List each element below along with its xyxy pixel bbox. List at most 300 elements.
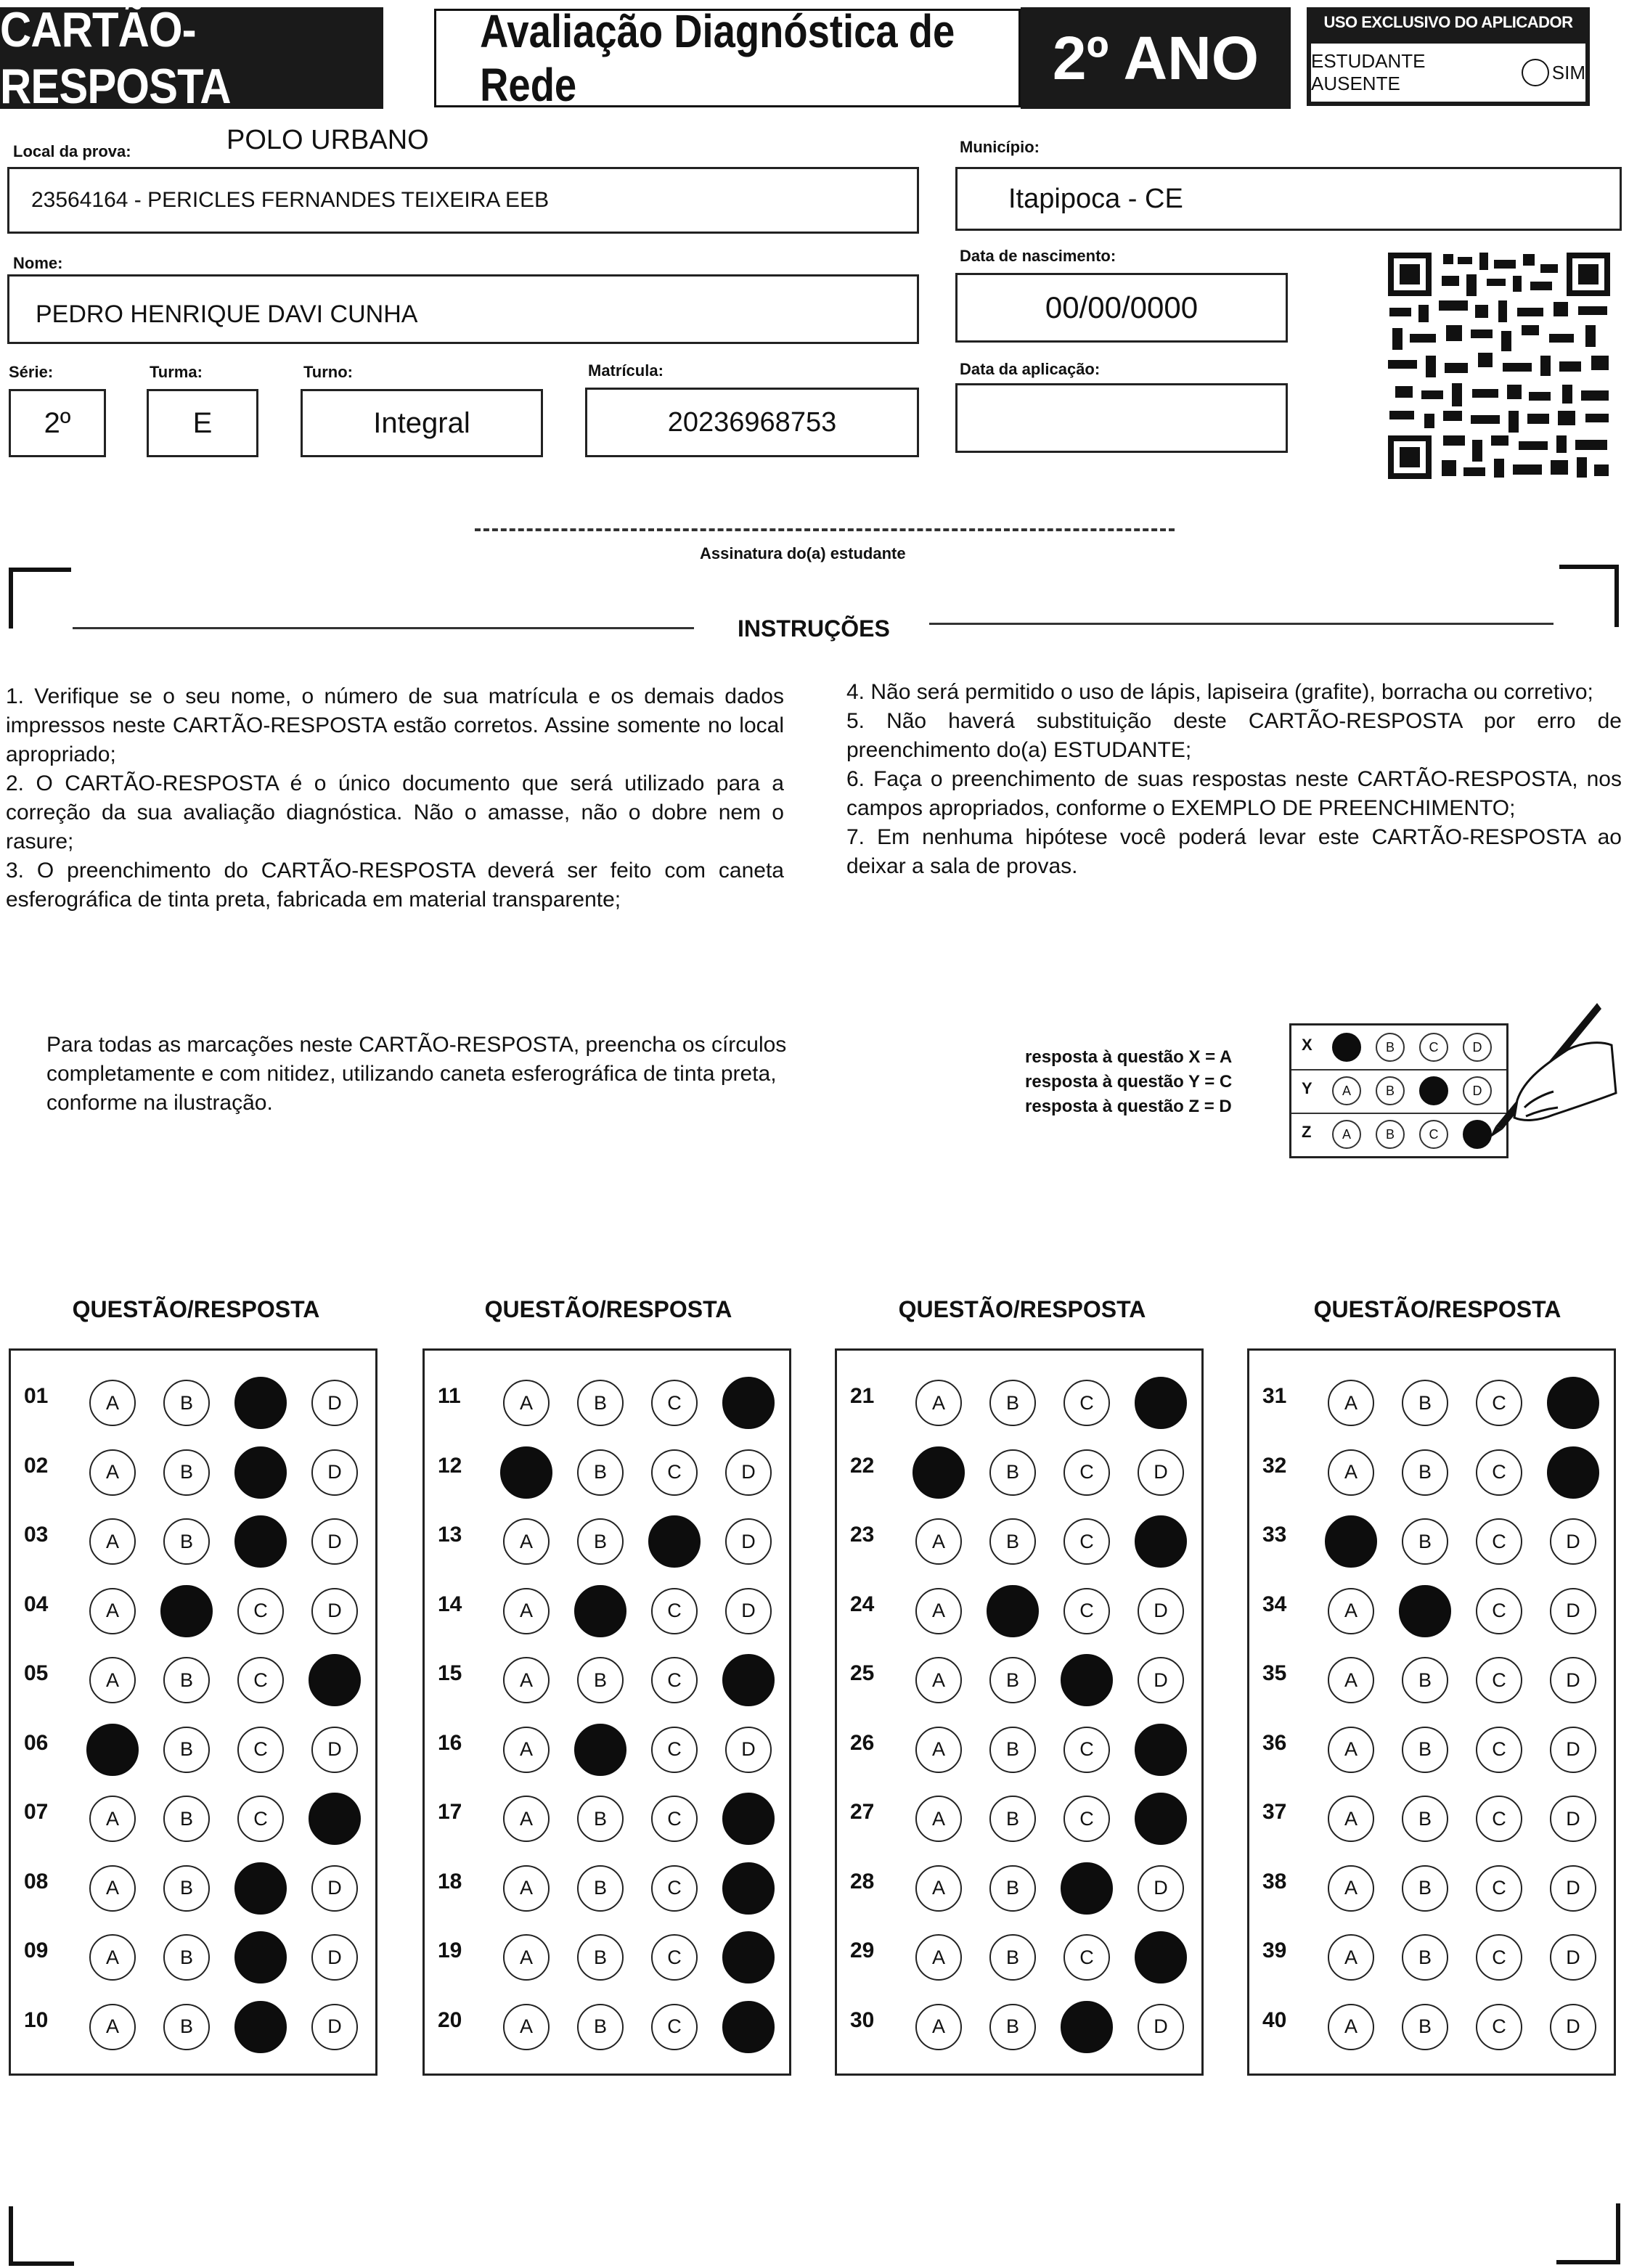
question-number: 18 [438,1869,462,1894]
answer-bubble-d-marked[interactable] [1135,1377,1187,1429]
answer-bubble-c[interactable]: C [237,1796,284,1842]
question-row [425,1920,789,1989]
question-number: 19 [438,1939,462,1962]
answer-bubble-a[interactable]: A [915,1518,962,1565]
question-row [11,1504,375,1573]
answer-bubble-c[interactable]: C [237,1657,284,1703]
answer-bubble-d[interactable]: D [1550,1796,1596,1842]
local-value: POLO URBANO [226,125,429,155]
answer-bubble-d[interactable]: D [725,1727,772,1773]
registration-mark-top-left [9,568,71,629]
question-row [11,1712,375,1782]
answer-bubble-a[interactable]: A [503,1796,550,1842]
answer-bubble-a[interactable]: A [915,1727,962,1773]
enroll-field: 20236968753 [585,388,919,457]
answer-bubble-d[interactable]: D [1138,1588,1184,1634]
answer-bubble-a[interactable]: A [1328,2004,1374,2050]
answer-bubble-b[interactable]: B [989,1865,1036,1912]
answer-bubble-b[interactable]: B [1402,1518,1448,1565]
answer-bubble-d[interactable]: D [311,1380,358,1426]
question-number: 05 [24,1661,49,1685]
question-row [1249,1573,1614,1643]
answer-bubble-d[interactable]: D [311,1727,358,1773]
answer-bubble-d[interactable]: D [1550,2004,1596,2050]
example-legend [1025,1045,1232,1119]
question-row [1249,1435,1614,1505]
series-label: Série: [9,363,54,381]
question-row [1249,1504,1614,1573]
example-bubble-c [1419,1076,1448,1105]
question-number: 10 [24,2007,49,2032]
answer-bubble-c[interactable]: C [651,1380,698,1426]
question-number: 04 [24,1592,49,1616]
answer-bubble-c-marked[interactable] [1061,1654,1113,1706]
answer-bubble-b[interactable]: B [577,1449,624,1496]
series-field: 2º [9,389,106,457]
answer-bubble-c[interactable]: C [1063,1588,1110,1634]
question-row [425,1989,789,2059]
pen-hand-icon [1474,999,1619,1144]
answer-bubble-a[interactable]: A [503,2004,550,2050]
answer-bubble-a[interactable]: A [89,1796,136,1842]
answer-bubble-d-marked[interactable] [722,1793,775,1845]
question-row [11,1781,375,1851]
question-row [11,1920,375,1989]
answer-bubble-d-marked[interactable] [722,1862,775,1915]
answer-bubble-b-marked[interactable] [1399,1585,1451,1637]
question-number: 13 [438,1523,462,1547]
school-field: 23564164 - PERICLES FERNANDES TEIXEIRA EEB [7,167,919,234]
question-row [837,1365,1201,1435]
answer-bubble-c[interactable]: C [1476,1727,1522,1773]
answer-bubble-c[interactable]: C [1063,1796,1110,1842]
example-bubble-d: D [1463,1076,1492,1105]
instructions-right: 4. Não será permitido o uso de lápis, lapiseira (grafite), borracha ou corretivo; 5. Não haverá substituição deste CARTÃO-RESPOSTA por erro de preenchimento do(a) ESTUDANTE; 6. Faça o preenchimento de suas respostas neste CARTÃO-RESPOSTA, nos campos apropriados, conforme o EXEMPLO DE PREENCHIMENTO; 7. Em nenhuma hipótese você poderá levar este CARTÃO-RESPOSTA ao deixar a sala de provas. [846,680,1622,878]
card-title: CARTÃO-RESPOSTA [0,7,383,109]
answer-bubble-b[interactable]: B [989,2004,1036,2050]
answer-bubble-b[interactable]: B [1402,2004,1448,2050]
answer-bubble-c[interactable]: C [651,1796,698,1842]
example-bubble-b: B [1376,1120,1405,1149]
answer-bubble-c[interactable]: C [651,1727,698,1773]
answer-bubble-d[interactable]: D [1550,1588,1596,1634]
class-label: Turma: [150,363,203,381]
answer-bubble-d-marked[interactable] [1135,1793,1187,1845]
answers-column-2 [422,1348,791,2076]
city-field: Itapipoca - CE [955,167,1622,231]
answer-bubble-b[interactable]: B [989,1449,1036,1496]
answers-column-title: QUESTÃO/RESPOSTA [484,1296,732,1322]
answer-bubble-d[interactable]: D [1550,1657,1596,1703]
question-number: 12 [438,1453,462,1478]
answer-bubble-a-marked[interactable] [913,1446,965,1499]
apply-label: Data da aplicação: [960,360,1101,378]
question-row [425,1781,789,1851]
example-row-label: X [1302,1036,1312,1054]
question-number: 29 [850,1939,875,1962]
example-bubble-b: B [1376,1076,1405,1105]
answer-bubble-d-marked[interactable] [722,1654,775,1706]
question-row [837,1573,1201,1643]
answers-column-title: QUESTÃO/RESPOSTA [1313,1296,1561,1322]
applicator-box [1307,7,1590,106]
question-number: 22 [850,1453,875,1478]
example-bubble-a: A [1332,1076,1361,1105]
answer-bubble-d-marked[interactable] [1547,1377,1599,1429]
signature-label: Assinatura do(a) estudante [700,544,906,562]
example-bubble-c: C [1419,1120,1448,1149]
question-number: 37 [1262,1800,1287,1824]
registration-mark-top-right [1559,565,1619,627]
answer-bubble-a[interactable]: A [915,1588,962,1634]
example-bubble-a: A [1332,1120,1361,1149]
answer-bubble-b[interactable]: B [163,1449,210,1496]
apply-field [955,383,1288,453]
answer-bubble-b[interactable]: B [163,1380,210,1426]
question-row [1249,1712,1614,1782]
absent-yes-label: SIM [1551,61,1585,83]
answer-bubble-a[interactable]: A [503,1727,550,1773]
qr-code [1385,250,1613,482]
answer-bubble-a[interactable]: A [89,2004,136,2050]
question-number: 03 [24,1523,49,1547]
answers-column-title: QUESTÃO/RESPOSTA [898,1296,1146,1322]
answer-bubble-c[interactable]: C [651,1865,698,1912]
answer-bubble-c-marked[interactable] [234,1446,287,1499]
question-number: 08 [24,1869,49,1894]
question-number: 21 [850,1384,875,1408]
example-row-label: Y [1302,1079,1312,1097]
grade-badge: 2º ANO [1021,7,1291,109]
question-row [837,1920,1201,1989]
answer-bubble-a[interactable]: A [89,1934,136,1981]
question-row [425,1365,789,1435]
shift-label: Turno: [303,363,354,381]
answer-bubble-c-marked[interactable] [234,2001,287,2053]
answer-bubble-d[interactable]: D [1138,2004,1184,2050]
question-row [837,1642,1201,1712]
answer-bubble-b[interactable]: B [1402,1934,1448,1981]
question-row [11,1365,375,1435]
answer-bubble-a-marked[interactable] [500,1446,552,1499]
answer-bubble-a[interactable]: A [503,1518,550,1565]
answer-bubble-d[interactable]: D [725,1588,772,1634]
answer-bubble-a[interactable]: A [1328,1380,1374,1426]
answer-bubble-a[interactable]: A [1328,1657,1374,1703]
question-number: 06 [24,1730,49,1755]
answer-bubble-d-marked[interactable] [722,1931,775,1984]
answer-bubble-b[interactable]: B [163,2004,210,2050]
answer-bubble-c[interactable]: C [1063,1727,1110,1773]
answer-bubble-b[interactable]: B [1402,1796,1448,1842]
answer-bubble-c[interactable]: C [237,1588,284,1634]
question-row [1249,1781,1614,1851]
question-number: 40 [1262,2007,1287,2032]
question-number: 16 [438,1730,462,1755]
answer-bubble-d-marked[interactable] [1135,1724,1187,1776]
name-field: PEDRO HENRIQUE DAVI CUNHA [7,274,919,344]
example-bubble-a [1332,1033,1361,1062]
answer-bubble-d[interactable]: D [1138,1657,1184,1703]
question-row [11,1435,375,1505]
question-row [11,1642,375,1712]
answer-bubble-b[interactable]: B [577,1380,624,1426]
question-row [837,1989,1201,2059]
answer-bubble-b[interactable]: B [163,1934,210,1981]
instructions-title: INSTRUÇÕES [738,615,890,642]
answer-bubble-a[interactable]: A [915,1796,962,1842]
answer-bubble-a[interactable]: A [915,1934,962,1981]
question-number: 38 [1262,1869,1287,1894]
answer-bubble-c-marked[interactable] [1061,1862,1113,1915]
answer-bubble-c-marked[interactable] [234,1515,287,1568]
birth-label: Data de nascimento: [960,247,1116,265]
question-number: 09 [24,1939,49,1962]
question-number: 26 [850,1730,875,1755]
answer-bubble-b[interactable]: B [989,1796,1036,1842]
answer-bubble-b[interactable]: B [989,1518,1036,1565]
answer-bubble-d[interactable]: D [725,1449,772,1496]
answer-bubble-c[interactable]: C [1476,2004,1522,2050]
answer-bubble-d[interactable]: D [1550,1727,1596,1773]
answer-bubble-a-marked[interactable] [86,1724,139,1776]
answer-bubble-c[interactable]: C [1063,1518,1110,1565]
answer-bubble-a[interactable]: A [89,1518,136,1565]
evaluation-title: Avaliação Diagnóstica de Rede [434,9,1021,107]
question-row [425,1712,789,1782]
question-number: 36 [1262,1730,1287,1755]
example-line-x: resposta à questão X = A [1025,1047,1233,1067]
answers-column-3 [835,1348,1204,2076]
example-line-z: resposta à questão Z = D [1025,1097,1232,1116]
question-row [425,1573,789,1643]
answer-bubble-c[interactable]: C [1063,1449,1110,1496]
answer-bubble-c[interactable]: C [1476,1865,1522,1912]
answer-bubble-d[interactable]: D [1138,1865,1184,1912]
question-row [1249,1365,1614,1435]
question-row [11,1851,375,1920]
answer-bubble-b-marked[interactable] [574,1724,626,1776]
answer-bubble-b[interactable]: B [989,1380,1036,1426]
question-number: 11 [438,1384,461,1408]
answer-bubble-c[interactable]: C [1476,1657,1522,1703]
answer-bubble-a[interactable]: A [1328,1865,1374,1912]
answer-bubble-b[interactable]: B [577,1518,624,1565]
answer-bubble-a[interactable]: A [89,1657,136,1703]
example-bubble-c: C [1419,1033,1448,1062]
answer-bubble-a[interactable]: A [503,1380,550,1426]
answer-bubble-c[interactable]: C [651,2004,698,2050]
name-label: Nome: [13,254,63,272]
question-number: 39 [1262,1939,1287,1962]
answer-bubble-c-marked[interactable] [234,1931,287,1984]
answer-bubble-a[interactable]: A [1328,1796,1374,1842]
question-number: 17 [438,1800,462,1824]
question-row [11,1989,375,2059]
question-row [425,1435,789,1505]
answer-bubble-b-marked[interactable] [574,1585,626,1637]
question-number: 14 [438,1592,462,1616]
question-row [837,1504,1201,1573]
question-row [1249,1851,1614,1920]
answer-bubble-c-marked[interactable] [234,1377,287,1429]
answer-bubble-a[interactable]: A [503,1657,550,1703]
answer-bubble-b[interactable]: B [1402,1657,1448,1703]
answer-bubble-c[interactable]: C [651,1449,698,1496]
answer-bubble-c[interactable]: C [1476,1449,1522,1496]
example-bubble-d: D [1463,1033,1492,1062]
example-bubble-b: B [1376,1033,1405,1062]
answer-bubble-b[interactable]: B [1402,1380,1448,1426]
answer-bubble-d[interactable]: D [311,1518,358,1565]
answer-bubble-c-marked[interactable] [234,1862,287,1915]
class-field: E [147,389,258,457]
absent-label: ESTUDANTE AUSENTE [1311,50,1426,94]
answers-column-title: QUESTÃO/RESPOSTA [72,1296,320,1322]
example-text: Para todas as marcações neste CARTÃO-RESPOSTA, preencha os círculos completamente e com nitidez, utilizando caneta esferográfica de tinta preta, conforme na ilustração. [46,1033,787,1115]
question-number: 27 [850,1800,875,1824]
answer-bubble-c[interactable]: C [651,1657,698,1703]
answer-bubble-d-marked[interactable] [722,2001,775,2053]
question-row [837,1781,1201,1851]
question-number: 25 [850,1661,875,1685]
answer-bubble-b[interactable]: B [1402,1449,1448,1496]
answer-bubble-d[interactable]: D [1550,1518,1596,1565]
question-row [1249,1920,1614,1989]
answer-bubble-b[interactable]: B [163,1518,210,1565]
answer-bubble-a[interactable]: A [1328,1588,1374,1634]
question-row [1249,1989,1614,2059]
answer-bubble-b[interactable]: B [163,1657,210,1703]
answer-bubble-d[interactable]: D [1138,1449,1184,1496]
answer-bubble-d-marked[interactable] [1547,1446,1599,1499]
answer-bubble-a[interactable]: A [915,1865,962,1912]
answer-bubble-d[interactable]: D [1550,1934,1596,1981]
answer-bubble-b[interactable]: B [163,1727,210,1773]
answer-bubble-d[interactable]: D [311,1934,358,1981]
instructions-rule-left [73,627,694,629]
answer-bubble-c[interactable]: C [1476,1588,1522,1634]
answer-bubble-a[interactable]: A [89,1449,136,1496]
local-label: Local da prova: [13,142,131,160]
answer-bubble-b[interactable]: B [1402,1865,1448,1912]
shift-field: Integral [301,389,543,457]
answer-bubble-b[interactable]: B [577,2004,624,2050]
question-number: 15 [438,1661,462,1685]
question-number: 35 [1262,1661,1287,1685]
answer-bubble-a[interactable]: A [89,1588,136,1634]
example-line-y: resposta à questão Y = C [1025,1072,1233,1092]
registration-mark-bottom-right [1556,2203,1620,2264]
city-label: Município: [960,138,1040,156]
answer-bubble-b-marked[interactable] [160,1585,213,1637]
question-number: 34 [1262,1592,1287,1616]
question-number: 23 [850,1523,875,1547]
answer-bubble-d[interactable]: D [1550,1865,1596,1912]
answer-bubble-b[interactable]: B [989,1727,1036,1773]
birth-field: 00/00/0000 [955,273,1288,343]
example-row-label: Z [1302,1123,1312,1141]
answer-bubble-d-marked[interactable] [722,1377,775,1429]
answer-bubble-c[interactable]: C [651,1588,698,1634]
answer-bubble-a[interactable]: A [915,1657,962,1703]
answer-bubble-a[interactable]: A [503,1588,550,1634]
answer-bubble-c[interactable]: C [1476,1380,1522,1426]
question-number: 33 [1262,1523,1287,1547]
answer-bubble-c[interactable]: C [1063,1934,1110,1981]
answer-bubble-b[interactable]: B [989,1934,1036,1981]
answer-bubble-c[interactable]: C [1063,1380,1110,1426]
registration-mark-bottom-left [9,2206,74,2266]
question-number: 24 [850,1592,875,1616]
answer-bubble-a[interactable]: A [503,1934,550,1981]
absent-checkbox[interactable] [1522,59,1549,86]
answer-bubble-d[interactable]: D [311,1449,358,1496]
answer-bubble-b[interactable]: B [577,1657,624,1703]
question-number: 07 [24,1800,49,1824]
answer-bubble-c[interactable]: C [1476,1796,1522,1842]
answer-bubble-b[interactable]: B [163,1865,210,1912]
answer-bubble-d-marked[interactable] [1135,1931,1187,1984]
answer-bubble-b[interactable]: B [163,1796,210,1842]
question-number: 32 [1262,1453,1287,1478]
answer-bubble-a-marked[interactable] [1325,1515,1377,1568]
question-row [837,1712,1201,1782]
answer-bubble-d[interactable]: D [311,1865,358,1912]
question-row [425,1642,789,1712]
question-number: 28 [850,1869,875,1894]
instructions-rule-right [929,623,1554,625]
answer-bubble-c[interactable]: C [651,1934,698,1981]
answer-bubble-a[interactable]: A [1328,1449,1374,1496]
answer-bubble-a[interactable]: A [915,2004,962,2050]
answer-bubble-b[interactable]: B [989,1657,1036,1703]
question-row [837,1851,1201,1920]
answer-bubble-d-marked[interactable] [1135,1515,1187,1568]
answer-bubble-d-marked[interactable] [309,1793,361,1845]
answers-column-4 [1247,1348,1616,2076]
answer-bubble-a[interactable]: A [89,1380,136,1426]
answer-bubble-b-marked[interactable] [987,1585,1039,1637]
answer-bubble-a[interactable]: A [89,1865,136,1912]
signature-line[interactable] [475,528,1175,531]
answer-bubble-a[interactable]: A [1328,1727,1374,1773]
enroll-label: Matrícula: [588,361,664,380]
applicator-heading: USO EXCLUSIVO DO APLICADOR [1323,13,1573,31]
answer-bubble-c[interactable]: C [1476,1518,1522,1565]
question-row [1249,1642,1614,1712]
answer-bubble-c[interactable]: C [1476,1934,1522,1981]
question-number: 31 [1262,1384,1287,1408]
answer-bubble-b[interactable]: B [1402,1727,1448,1773]
question-number: 20 [438,2007,462,2032]
answer-bubble-b[interactable]: B [577,1934,624,1981]
question-row [837,1435,1201,1505]
answer-bubble-d-marked[interactable] [309,1654,361,1706]
answer-bubble-b[interactable]: B [577,1865,624,1912]
answer-bubble-a[interactable]: A [915,1380,962,1426]
answer-bubble-d[interactable]: D [725,1518,772,1565]
answer-bubble-d[interactable]: D [311,2004,358,2050]
answer-bubble-d[interactable]: D [311,1588,358,1634]
answer-bubble-b[interactable]: B [577,1796,624,1842]
answer-bubble-c-marked[interactable] [648,1515,701,1568]
answer-bubble-c-marked[interactable] [1061,2001,1113,2053]
answer-bubble-a[interactable]: A [1328,1934,1374,1981]
answer-bubble-c[interactable]: C [237,1727,284,1773]
question-number: 02 [24,1453,49,1478]
answer-bubble-a[interactable]: A [503,1865,550,1912]
